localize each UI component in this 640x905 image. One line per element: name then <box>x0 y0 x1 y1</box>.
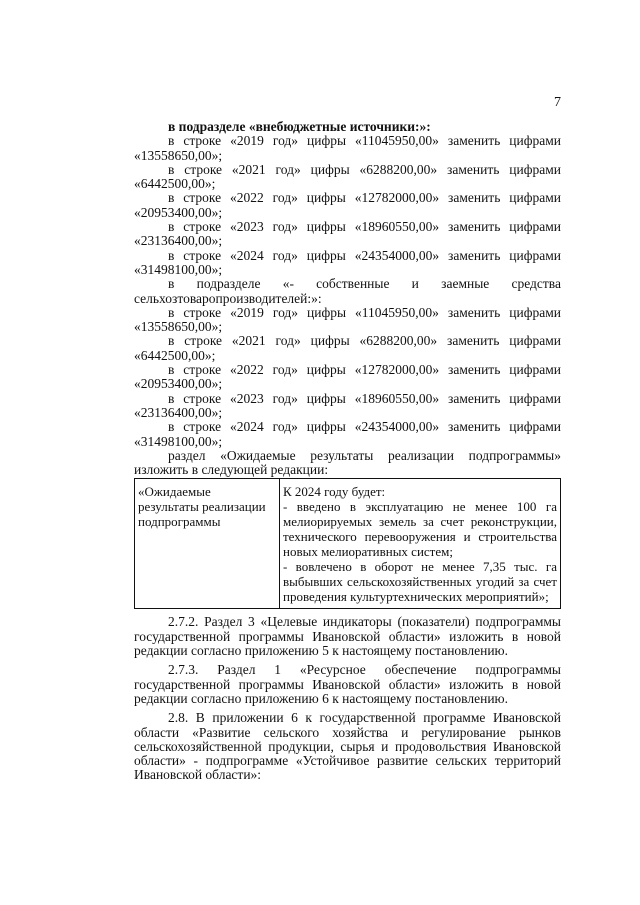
replacement-value: «6442500,00»; <box>134 347 216 363</box>
table-cell-label <box>135 479 280 609</box>
paragraph-line: редакции согласно приложению 6 к настоящему постановлению. <box>134 690 509 706</box>
table-content-line: К 2024 году будет: <box>283 484 386 500</box>
replacement-line: в строке «2023 год» цифры «18960550,00» заменить цифрами <box>168 219 561 235</box>
intro-heading: в подразделе «внебюджетные источники:»: <box>168 119 431 134</box>
replacement-value: «31498100,00»; <box>134 261 223 277</box>
table-label-line: подпрограммы <box>138 514 221 530</box>
replacement-value: «23136400,00»; <box>134 404 223 420</box>
replacement-line: в строке «2022 год» цифры «12782000,00» заменить цифрами <box>168 362 561 378</box>
subsection-2-heading: в подразделе «- собственные и заемные средства <box>168 276 561 292</box>
table-content-line: выбывших сельскохозяйственных угодий за счет <box>283 574 557 590</box>
table-content-line: - введено в эксплуатацию не менее 100 га <box>283 499 557 515</box>
replacement-line: в строке «2021 год» цифры «6288200,00» заменить цифрами <box>168 333 561 349</box>
paragraph-2-8 <box>134 711 561 782</box>
table-content-line: - вовлечено в оборот не менее 7,35 тыс. га <box>283 559 557 575</box>
results-table <box>134 478 561 609</box>
table-cell-content <box>280 479 561 609</box>
paragraph-2-7-3 <box>134 663 561 706</box>
paragraph-line: области «Развитие сельского хозяйства и регулирование рынков <box>134 724 561 740</box>
replacement-line: в строке «2019 год» цифры «11045950,00» заменить цифрами <box>168 304 561 320</box>
page-number: 7 <box>554 95 561 110</box>
replacement-line: в строке «2024 год» цифры «24354000,00» заменить цифрами <box>168 247 561 263</box>
subsection-1-replacements <box>134 134 561 277</box>
replacement-value: «31498100,00»; <box>134 433 223 449</box>
paragraph-line: области» - подпрограмме «Устойчивое развитие сельских территорий <box>134 753 561 769</box>
replacement-value: «23136400,00»; <box>134 233 223 249</box>
paragraph-line: государственной программы Ивановской области» изложить в новой <box>134 628 561 644</box>
paragraph-line: 2.7.2. Раздел 3 «Целевые индикаторы (показатели) подпрограммы <box>168 614 561 630</box>
table-label-line: «Ожидаемые <box>138 484 211 500</box>
paragraph-line: 2.7.3. Раздел 1 «Ресурсное обеспечение подпрограммы <box>168 662 561 678</box>
subsection-2-replacements <box>134 306 561 449</box>
table-label-line: результаты реализации <box>138 499 266 515</box>
table-content-line: проведения культуртехнических мероприятий»; <box>283 589 549 605</box>
replacement-value: «20953400,00»; <box>134 204 223 220</box>
results-intro-cont: изложить в следующей редакции: <box>134 462 329 478</box>
replacement-value: «20953400,00»; <box>134 376 223 392</box>
paragraph-line: Ивановской области»: <box>134 767 262 783</box>
replacement-value: «13558650,00»; <box>134 147 223 163</box>
subsection-2-heading-cont: сельхозтоваропроизводителей:»: <box>134 290 322 306</box>
paragraph-line: сельскохозяйственной продукции, сырья и продовольствия Ивановской <box>134 738 561 754</box>
table-content-line: мелиорируемых земель за счет реконструкции, <box>283 514 557 530</box>
replacement-line: в строке «2019 год» цифры «11045950,00» заменить цифрами <box>168 133 561 149</box>
replacement-value: «6442500,00»; <box>134 176 216 192</box>
replacement-line: в строке «2021 год» цифры «6288200,00» заменить цифрами <box>168 161 561 177</box>
paragraph-line: редакции согласно приложению 5 к настоящему постановлению. <box>134 643 509 659</box>
table-content-line: новых мелиоративных систем; <box>283 544 453 560</box>
paragraph-line: государственной программы Ивановской области» изложить в новой <box>134 676 561 692</box>
replacement-line: в строке «2023 год» цифры «18960550,00» заменить цифрами <box>168 390 561 406</box>
paragraph-line: 2.8. В приложении 6 к государственной программе Ивановской <box>168 710 561 726</box>
table-content-line: технического перевооружения и строительства <box>283 529 557 545</box>
replacement-value: «13558650,00»; <box>134 319 223 335</box>
replacement-line: в строке «2022 год» цифры «12782000,00» заменить цифрами <box>168 190 561 206</box>
results-intro: раздел «Ожидаемые результаты реализации подпрограммы» <box>168 447 561 463</box>
document-body <box>134 120 561 783</box>
paragraph-2-7-2 <box>134 615 561 658</box>
table-row <box>135 479 561 609</box>
replacement-line: в строке «2024 год» цифры «24354000,00» заменить цифрами <box>168 419 561 435</box>
